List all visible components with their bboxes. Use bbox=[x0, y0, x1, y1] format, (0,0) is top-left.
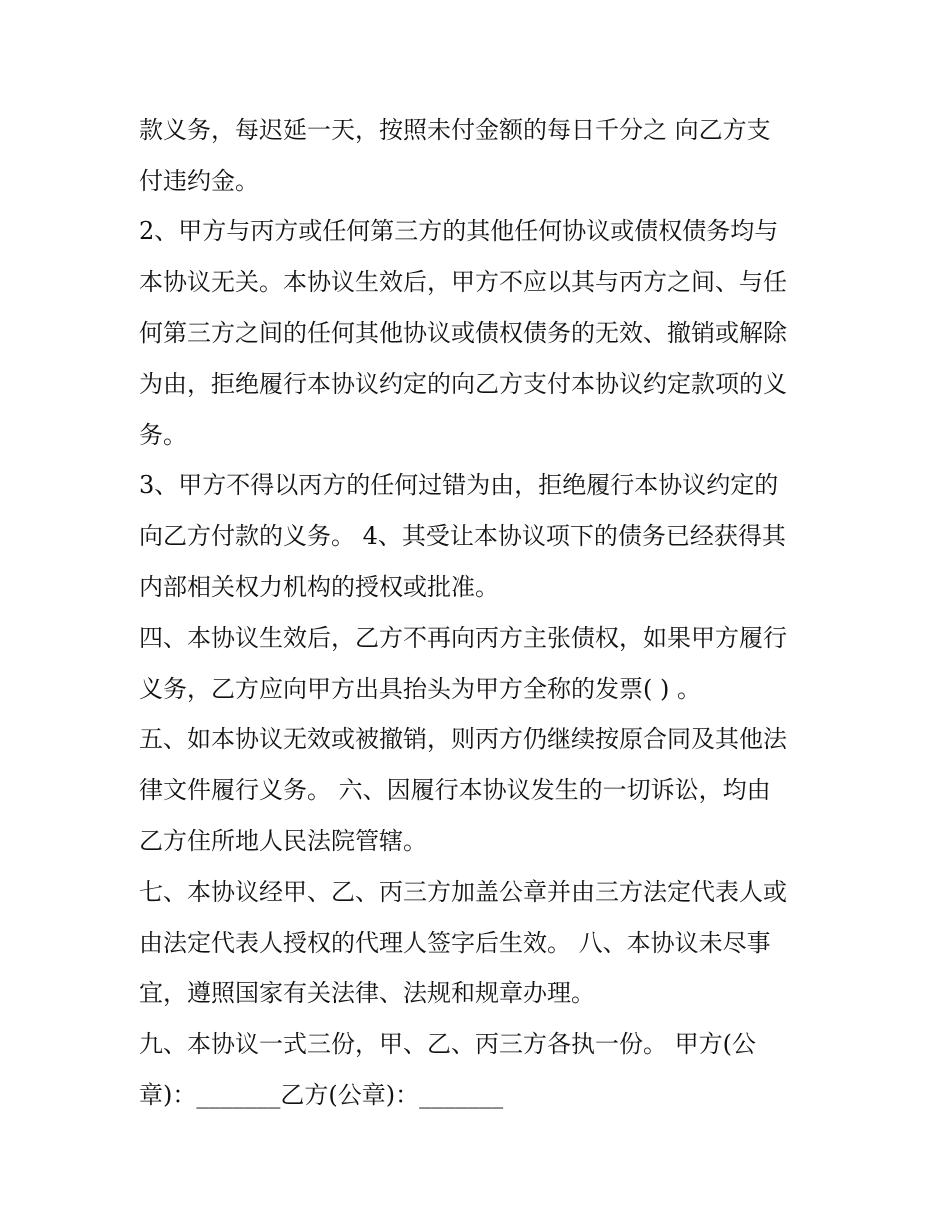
text-line-8: 3、甲方不得以丙方的任何过错为由，拒绝履行本协议约定的 bbox=[139, 471, 779, 499]
text-line-4: 本协议无关。本协议生效后，甲方不应以其与丙方之间、与任 bbox=[139, 268, 787, 296]
text-line-1: 款义务，每迟延一天，按照未付金额的每日千分之 向乙方支 bbox=[139, 116, 771, 144]
text-line-13: 五、如本协议无效或被撤销，则丙方仍继续按原合同及其他法 bbox=[139, 725, 787, 753]
text-line-3: 2、甲方与丙方或任何第三方的其他任何协议或债权债务均与 bbox=[139, 217, 779, 245]
text-line-10: 内部相关权力机构的授权或批准。 bbox=[139, 573, 499, 601]
text-line-5: 何第三方之间的任何其他协议或债权债务的无效、撤销或解除 bbox=[139, 319, 787, 347]
text-line-11: 四、本协议生效后，乙方不再向丙方主张债权，如果甲方履行 bbox=[139, 624, 787, 652]
text-line-16: 七、本协议经甲、乙、丙三方加盖公章并由三方法定代表人或 bbox=[139, 878, 787, 906]
text-line-14: 律文件履行义务。 六、因履行本协议发生的一切诉讼，均由 bbox=[139, 776, 771, 804]
text-line-2: 付违约金。 bbox=[139, 167, 259, 195]
text-line-12: 义务，乙方应向甲方出具抬头为甲方全称的发票( ) 。 bbox=[139, 675, 701, 703]
text-line-17: 由法定代表人授权的代理人签字后生效。 八、本协议未尽事 bbox=[139, 929, 771, 957]
text-line-6: 为由，拒绝履行本协议约定的向乙方支付本协议约定款项的义 bbox=[139, 370, 787, 398]
text-line-15: 乙方住所地人民法院管辖。 bbox=[139, 827, 427, 855]
text-line-7: 务。 bbox=[139, 421, 187, 449]
text-line-20: 章)：_______乙方(公章)：_______ bbox=[139, 1081, 504, 1109]
text-line-19: 九、本协议一式三份，甲、乙、丙三方各执一份。 甲方(公 bbox=[139, 1030, 756, 1058]
text-line-9: 向乙方付款的义务。 4、其受让本协议项下的债务已经获得其 bbox=[139, 522, 786, 550]
text-line-18: 宜，遵照国家有关法律、法规和规章办理。 bbox=[139, 979, 595, 1007]
